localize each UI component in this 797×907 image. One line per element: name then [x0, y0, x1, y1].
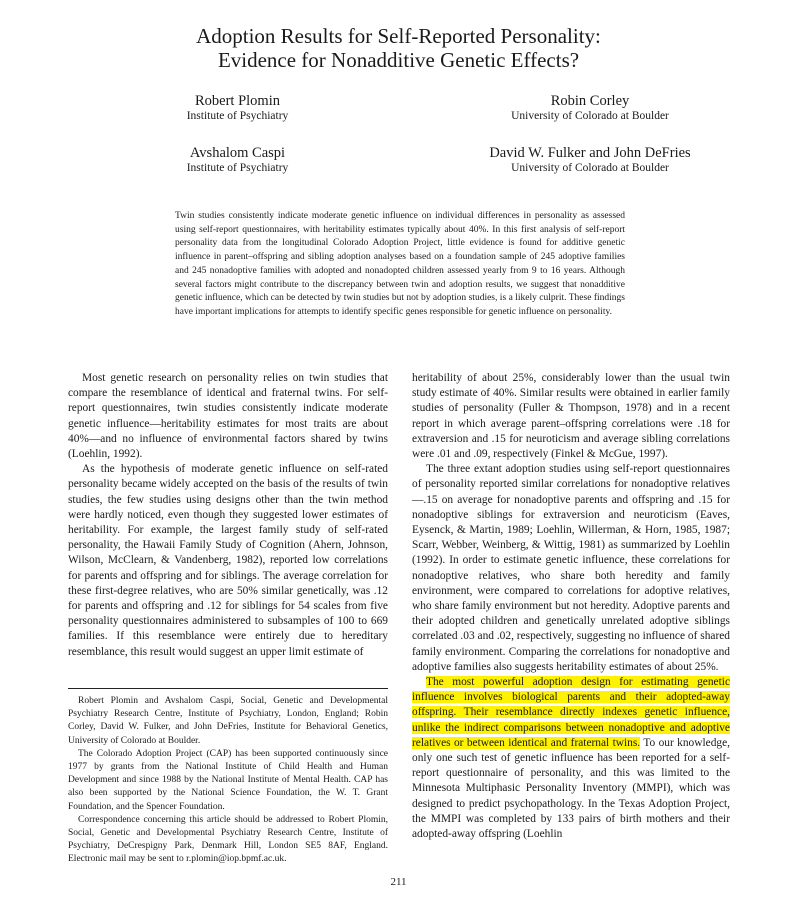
author-block-1: [150, 93, 325, 123]
title-line-2: Evidence for Nonadditive Genetic Effects?: [217, 48, 580, 72]
author-name: David W. Fulker and John DeFries: [489, 145, 691, 161]
author-name: Robert Plomin: [195, 93, 280, 109]
left-column: [68, 371, 388, 660]
body-paragraph: Most genetic research on personality relies on twin studies that compare the resemblance of identical and fraternal twins. For self-report questionnaires, twin studies consistently indicate moderate genetic influence—heritability estimates for most traits are about 40%—and no influence of environmental factors shared by twins (Loehlin, 1992).: [68, 372, 388, 461]
footnote-correspondence: Correspondence concerning this article should be addressed to Robert Plomin, Social, Genetic and Developmental Psychiatry Research Centre, Institute of Psychiatry, DeCrespigny Park, Denmark Hill, London SE5 8AF, England. Electronic mail may be sent to r.plomin@iop.bpmf.ac.uk.: [68, 814, 388, 865]
author-name: Avshalom Caspi: [189, 145, 286, 161]
author-affiliation: Institute of Psychiatry: [186, 162, 289, 174]
author-block-2: [470, 93, 710, 123]
footnote-author-affiliations: Robert Plomin and Avshalom Caspi, Social, Genetic and Developmental Psychiatry Research Centre, Institute of Psychiatry, London, England; Robin Corley, David W. Fulker, and John DeFries, Institute for Behavioral Genetics, University of Colorado at Boulder.: [68, 696, 388, 746]
footnotes: [68, 695, 388, 867]
author-affiliation: University of Colorado at Boulder: [511, 162, 669, 174]
footnote-divider: [68, 688, 388, 689]
body-paragraph: As the hypothesis of moderate genetic influence on self-rated personality became widely accepted on the basis of the results of twin studies, the few studies using designs other than the twin method were hardly noticed, even though they suggested lower estimates of heritability. For example, the largest family study of self-rated personality, the Hawaii Family Study of Cognition (Ahern, Johnson, Wilson, McClearn, & Vandenberg, 1982), reported low correlations for parents and offspring and for siblings. The average correlation for these first-degree relatives, who are 50% similar genetically, was .12 for parents and offspring and .12 for siblings for 54 scales from five personality questionnaires administered to subsamples of 100 to 669 families. If this resemblance were entirely due to hereditary resemblance, this result would suggest an upper limit estimate of: [68, 463, 388, 658]
author-affiliation: Institute of Psychiatry: [186, 110, 289, 122]
footnote-funding: The Colorado Adoption Project (CAP) has been supported continuously since 1977 by grants from the National Institute of Child Health and Human Development and since 1988 by the National Institute of Mental Health. CAP has also been supported by the National Science Foundation, the W. T. Grant Foundation, and the Spencer Foundation.: [68, 748, 388, 812]
body-paragraph: [412, 675, 730, 842]
right-column: [412, 371, 730, 842]
title-line-1: Adoption Results for Self-Reported Personality:: [196, 24, 601, 48]
abstract-text: Twin studies consistently indicate moderate genetic influence on individual differences in personality as assessed using self-report questionnaires, with heritability estimates typically about 40%. In this first analysis of self-report personality data from the longitudinal Colorado Adoption Project, little evidence is found for additive genetic influence in parent–offspring and sibling adoption analyses based on a foundation sample of 245 adoptive families and 245 nonadoptive families with adopted and nonadopted children assessed yearly from 9 to 16 years. Although several factors might contribute to the discrepancy between twin and adoption results, we suggest that nonadditive genetic influence, which can be detected by twin studies but not by adoption studies, is a likely culprit. These findings have important implications for attempts to identify specific genes responsible for genetic influence on personality.: [175, 211, 625, 317]
page-number: 211: [390, 876, 407, 888]
paper-title: [0, 24, 797, 72]
author-block-4: [440, 145, 740, 175]
author-name: Robin Corley: [550, 93, 630, 109]
abstract: [175, 210, 625, 320]
author-affiliation: University of Colorado at Boulder: [511, 110, 669, 122]
paragraph-continuation: To our knowledge, only one such test of genetic influence has been reported for a self-report questionnaire of personality, and this was limited to the Minnesota Multiphasic Personality Inventory (MMPI), which was designed to predict psychopathology. In the Texas Adoption Project, the MMPI was completed by 133 pairs of birth mothers and their adopted-away offspring (Loehlin: [412, 736, 730, 841]
author-block-3: [150, 145, 325, 175]
highlighted-text[interactable]: The most powerful adoption design for estimating genetic influence involves biological parents and their adopted-away offspring. Their resemblance directly indexes genetic influence, unlike the indirect comparisons between nonadoptive and adoptive relatives or between identical and fraternal twins.: [412, 676, 730, 749]
body-paragraph: heritability of about 25%, considerably lower than the usual twin study estimate of 40%. Similar results were obtained in earlier family studies of personality (Fuller & Thompson, 1978) and in a recent report in which average parent–offspring correlations were .18 for extraversion and .15 for neuroticism and average sibling correlations were .01 and .09, respectively (Finkel & McGue, 1997).: [412, 372, 730, 461]
body-paragraph: The three extant adoption studies using self-report questionnaires of personality reported similar correlations for nonadoptive relatives—.15 on average for nonadoptive parents and offspring and .15 for nonadoptive siblings for extraversion and neuroticism (Eaves, Eysenck, & Martin, 1989; Loehlin, Willerman, & Horn, 1985, 1987; Scarr, Webber, Weinberg, & Wittig, 1981) as summarized by Loehlin (1992). In order to estimate genetic influence, these correlations for nonadoptive relatives, who share both heredity and family environment, were compared to correlations for adoptive relatives, who share family environment but not heredity. Adoptive parents and their adopted children and genetically unrelated adoptive siblings correlated .03 and .02, respectively, suggesting no influence of shared family environment. Comparing the correlations for nonadoptive and adoptive families also suggests heritability estimates of about 25%.: [412, 463, 730, 673]
